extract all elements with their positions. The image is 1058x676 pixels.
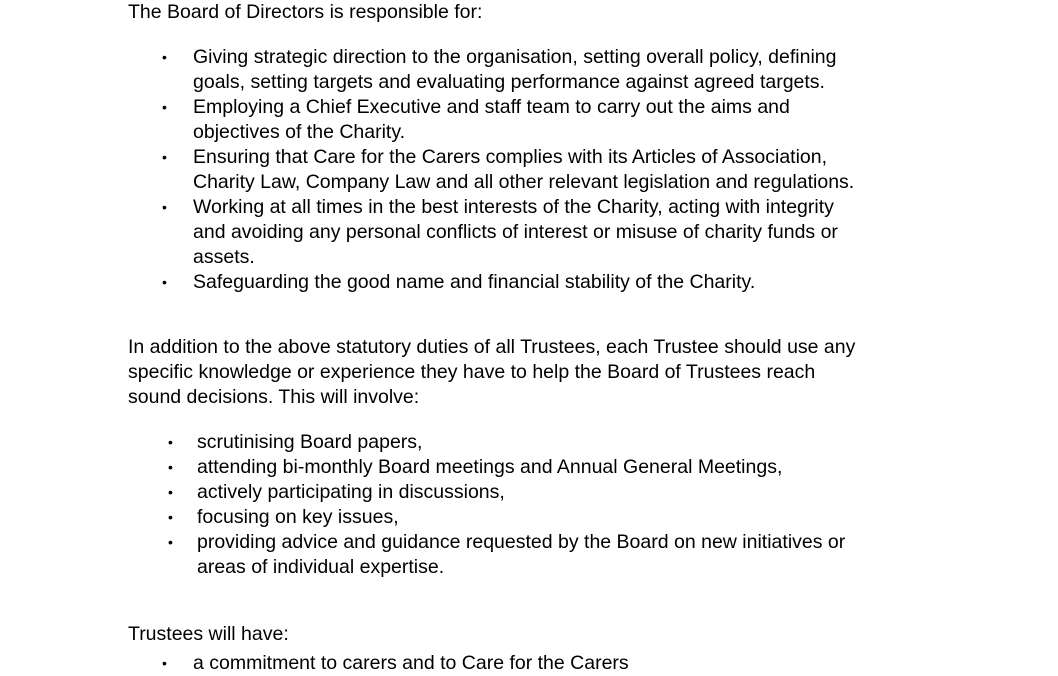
bullet-icon: • [162, 149, 167, 165]
list-item-line: actively participating in discussions, [197, 481, 505, 503]
bullet-icon: • [168, 534, 173, 550]
trustees-heading: Trustees will have: [128, 623, 289, 645]
list-item-line: Employing a Chief Executive and staff team to carry out the aims and [193, 96, 790, 118]
paragraph-line: sound decisions. This will involve: [128, 386, 420, 408]
list-item [168, 430, 845, 455]
bullet-icon: • [162, 199, 167, 215]
bullet-icon: • [168, 484, 173, 500]
list-item [162, 45, 854, 95]
list-item [168, 505, 845, 530]
list-item-line: focusing on key issues, [197, 506, 399, 528]
list-item-line: Giving strategic direction to the organisation, setting overall policy, defining [193, 46, 837, 68]
list-item-line: and avoiding any personal conflicts of interest or misuse of charity funds or [193, 221, 838, 243]
list-item-line: areas of individual expertise. [197, 556, 445, 578]
bullet-icon: • [162, 655, 167, 671]
list-item-line: Working at all times in the best interests of the Charity, acting with integrity [193, 196, 834, 218]
trustee-qualities-list [162, 651, 629, 676]
bullet-icon: • [162, 49, 167, 65]
bullet-icon: • [162, 274, 167, 290]
list-item [162, 95, 854, 145]
paragraph-line: specific knowledge or experience they have to help the Board of Trustees reach [128, 361, 816, 383]
list-item-line: attending bi-monthly Board meetings and Annual General Meetings, [197, 456, 783, 478]
list-item [162, 195, 854, 270]
bullet-icon: • [168, 459, 173, 475]
list-item-line: Safeguarding the good name and financial stability of the Charity. [193, 271, 756, 293]
bullet-icon: • [162, 99, 167, 115]
involvement-list [168, 430, 846, 580]
list-item-line: objectives of the Charity. [193, 121, 406, 143]
list-item [168, 480, 845, 505]
intro-heading: The Board of Directors is responsible for: [128, 1, 483, 23]
list-item [162, 145, 855, 195]
list-item-line: goals, setting targets and evaluating performance against agreed targets. [193, 71, 825, 93]
list-item [162, 270, 854, 295]
list-item [168, 455, 845, 480]
list-item-line: a commitment to carers and to Care for the Carers [193, 652, 629, 674]
list-item-line: Ensuring that Care for the Carers complies with its Articles of Association, [193, 146, 828, 168]
list-item-line: providing advice and guidance requested by the Board on new initiatives or [197, 531, 846, 553]
responsibilities-list [162, 45, 855, 295]
bullet-icon: • [168, 509, 173, 525]
paragraph-line: In addition to the above statutory duties of all Trustees, each Trustee should use any [128, 336, 856, 358]
list-item-line: assets. [193, 246, 255, 268]
list-item [162, 651, 629, 676]
additional-duties-paragraph [128, 335, 855, 410]
list-item-line: scrutinising Board papers, [197, 431, 423, 453]
list-item [168, 530, 846, 580]
bullet-icon: • [168, 434, 173, 450]
list-item-line: Charity Law, Company Law and all other relevant legislation and regulations. [193, 171, 855, 193]
